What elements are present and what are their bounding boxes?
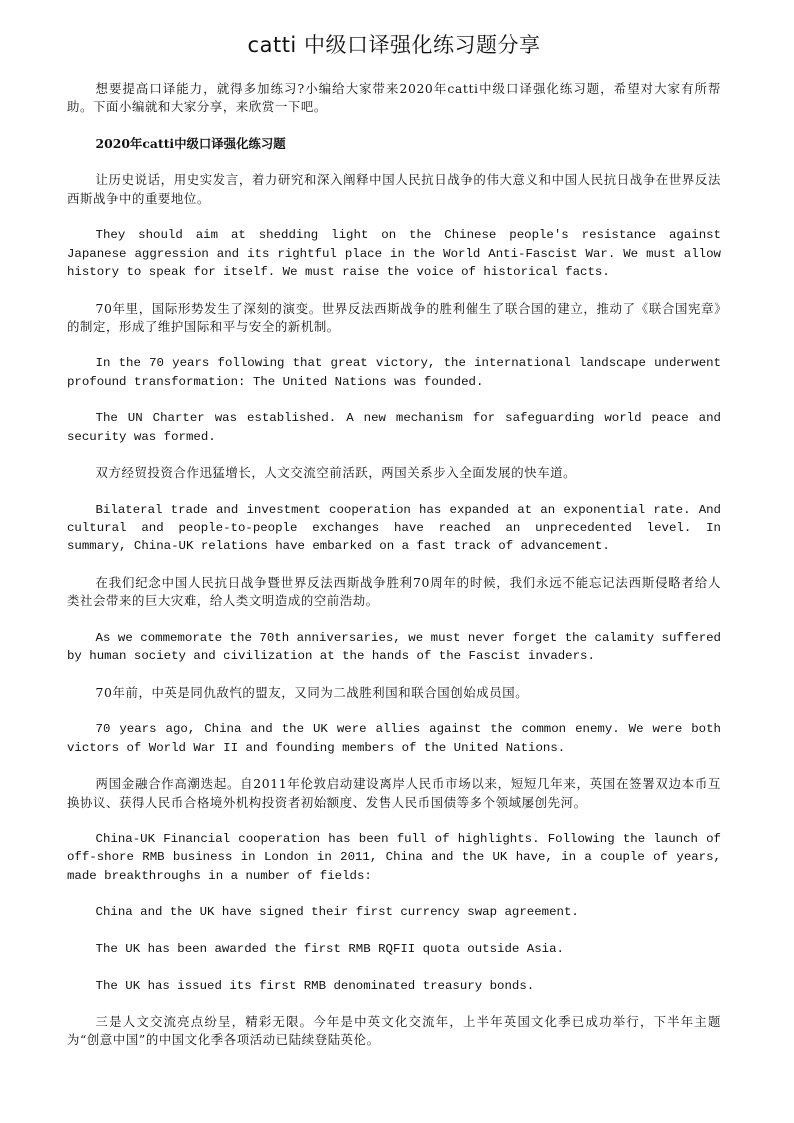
paragraph-en: The UN Charter was established. A new mechanism for safeguarding world peace and security was formed. <box>67 411 721 444</box>
paragraph-en: China-UK Financial cooperation has been full of highlights. Following the launch of off-shore RMB business in London in 2011, China and the UK have, in a couple of years, made breakthroughs in a number of fields: <box>67 832 721 883</box>
paragraph-zh: 两国金融合作高潮迭起。自2011年伦敦启动建设离岸人民币市场以来，短短几年来，英国在签署双边本币互换协议、获得人民币合格境外机构投资者初始额度、发售人民币国债等多个领域屡创先河。 <box>67 776 721 810</box>
paragraph-en: Bilateral trade and investment cooperation has expanded at an exponential rate. And cultural and people-to-people exchanges have reached an unprecedented level. In summary, China-UK relations have embarked on a fast track of advancement. <box>67 502 721 554</box>
paragraph-zh: 70年前，中英是同仇敌忾的盟友，又同为二战胜利国和联合国创始成员国。 <box>95 684 529 700</box>
paragraph-en: China and the UK have signed their first currency swap agreement. <box>95 905 579 920</box>
document-page <box>67 28 721 1068</box>
paragraph-en: The UK has issued its first RMB denominated treasury bonds. <box>95 978 535 993</box>
paragraph-zh: 在我们纪念中国人民抗日战争暨世界反法西斯战争胜利70周年的时候，我们永远不能忘记法西斯侵略者给人类社会带来的巨大灾难，给人类文明造成的空前浩劫。 <box>67 575 721 609</box>
paragraph-list <box>67 171 721 1049</box>
paragraph-zh: 双方经贸投资合作迅猛增长，人文交流空前活跃，两国关系步入全面发展的快车道。 <box>95 465 577 481</box>
document-title: catti 中级口译强化练习题分享 <box>247 33 541 57</box>
paragraph-en: 70 years ago, China and the UK were allies against the common enemy. We were both victors of World War II and founding members of the United Nations. <box>67 722 721 755</box>
paragraph-en: The UK has been awarded the first RMB RQFII quota outside Asia. <box>95 941 564 956</box>
intro-paragraph: 想要提高口译能力，就得多加练习?小编给大家带来2020年catti中级口译强化练习题，希望对大家有所帮助。下面小编就和大家分享，来欣赏一下吧。 <box>67 81 721 115</box>
paragraph-en: As we commemorate the 70th anniversaries, we must never forget the calamity suffered by human society and civilization at the hands of the Fascist invaders. <box>67 630 721 664</box>
section-heading: 2020年catti中级口译强化练习题 <box>95 135 286 151</box>
paragraph-zh: 三是人文交流亮点纷呈，精彩无限。今年是中英文化交流年，上半年英国文化季已成功举行，下半年主题为“创意中国”的中国文化季各项活动已陆续登陆英伦。 <box>67 1014 721 1048</box>
paragraph-zh: 让历史说话，用史实发言，着力研究和深入阐释中国人民抗日战争的伟大意义和中国人民抗日战争在世界反法西斯战争中的重要地位。 <box>67 172 721 206</box>
paragraph-en: In the 70 years following that great victory, the international landscape underwent profound transformation: The United Nations was founded. <box>67 356 721 389</box>
paragraph-zh: 70年里，国际形势发生了深刻的演变。世界反法西斯战争的胜利催生了联合国的建立，推动了《联合国宪章》的制定，形成了维护国际和平与安全的新机制。 <box>67 300 721 334</box>
paragraph-en: They should aim at shedding light on the Chinese people's resistance against Japanese aggression and its rightful place in the World Anti-Fascist War. We must allow history to speak for itself. We must raise the voice of historical facts. <box>67 228 721 279</box>
